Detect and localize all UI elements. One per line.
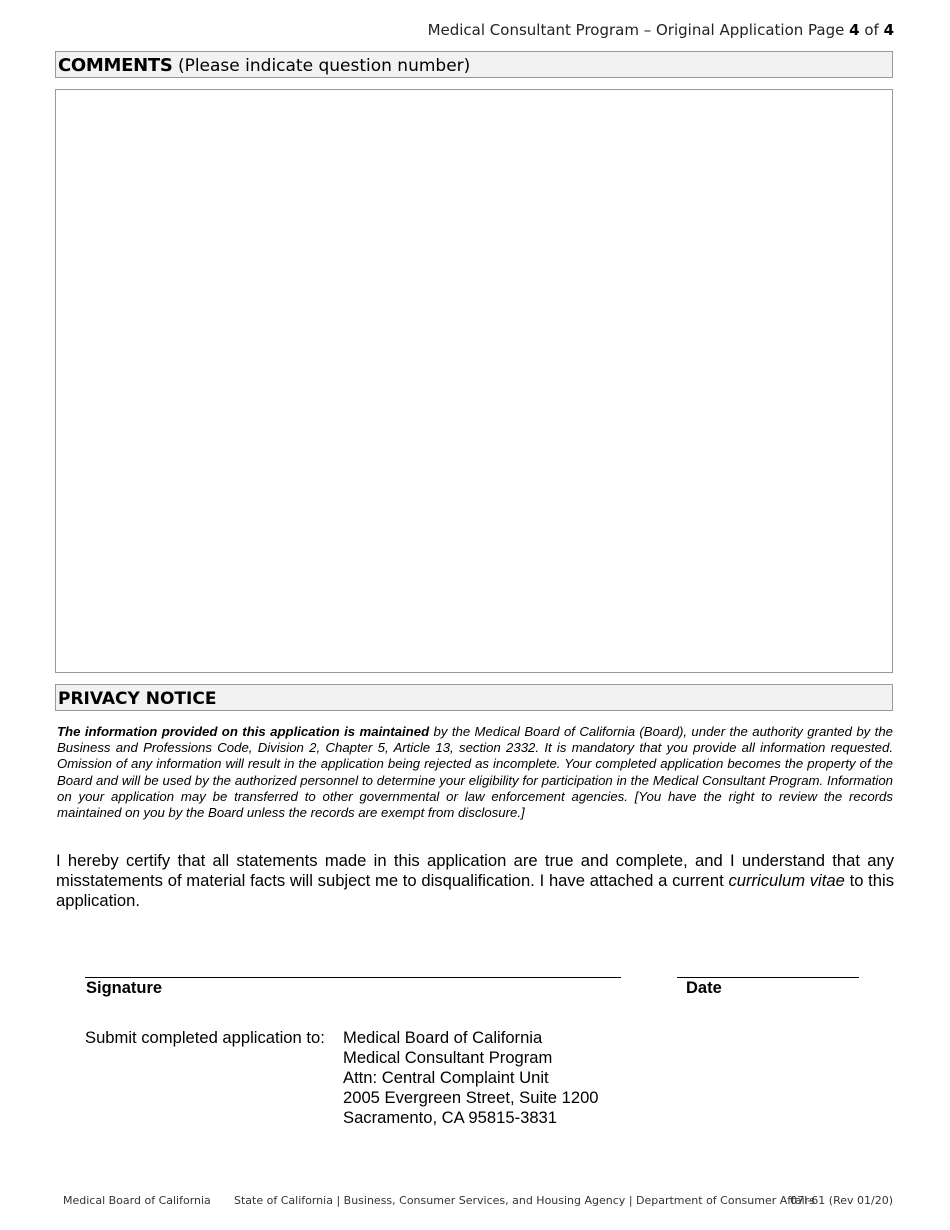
mailing-address (343, 1028, 599, 1128)
page-header (428, 21, 894, 39)
date-label: Date (686, 979, 722, 997)
certification-part1: I hereby certify that all statements made in this application are true and complete, and I understand that any misstatements of material facts will subject me to disqualification. I have attached a current (56, 851, 894, 890)
comments-section-header (55, 51, 893, 78)
submit-label: Submit completed application to: (85, 1028, 325, 1047)
comments-field[interactable] (55, 89, 893, 673)
footer-org: Medical Board of California (63, 1194, 211, 1207)
signature-label: Signature (86, 979, 163, 997)
page-number-total: 4 (883, 21, 894, 39)
address-line: Medical Consultant Program (343, 1048, 553, 1067)
privacy-notice-title: PRIVACY NOTICE (58, 689, 217, 709)
privacy-notice-text (57, 724, 893, 821)
address-line: Attn: Central Complaint Unit (343, 1068, 549, 1087)
footer-form-id: 07I-61 (Rev 01/20) (790, 1194, 893, 1207)
comments-subtitle: (Please indicate question number) (172, 56, 471, 76)
address-line: Medical Board of California (343, 1028, 543, 1047)
certification-part2: to this application. (56, 871, 894, 910)
footer-agencies: State of California | Business, Consumer Services, and Housing Agency | Department of Consumer Affairs (234, 1194, 815, 1207)
privacy-notice-header (55, 684, 893, 711)
comments-title: COMMENTS (58, 55, 173, 76)
privacy-notice-lead: The information provided on this application is maintained (57, 724, 430, 739)
certification-emphasis: curriculum vitae (728, 871, 845, 890)
signature-field[interactable] (85, 977, 621, 978)
address-line: Sacramento, CA 95815-3831 (343, 1108, 558, 1127)
privacy-notice-body: by the Medical Board of California (Board), under the authority granted by the Business and Professions Code, Division 2, Chapter 5, Article 13, section 2332. It is mandatory that you provide all information requested. Omission of any information will result in the application being rejected as incomplete. Your completed application becomes the property of the Board and will be used by the authorized personnel to determine your eligibility for participation in the Medical Consultant Program. Information on your application may be transferred to other governmental or law enforcement agencies. [You have the right to review the records maintained on you by the Board unless the records are exempt from disclosure.] (57, 724, 893, 821)
certification-statement (56, 851, 894, 911)
page-number-current: 4 (849, 21, 860, 39)
header-of: of (859, 21, 884, 39)
date-field[interactable] (677, 977, 859, 978)
address-line: 2005 Evergreen Street, Suite 1200 (343, 1088, 599, 1107)
header-title: Medical Consultant Program – Original Application Page (427, 21, 850, 39)
